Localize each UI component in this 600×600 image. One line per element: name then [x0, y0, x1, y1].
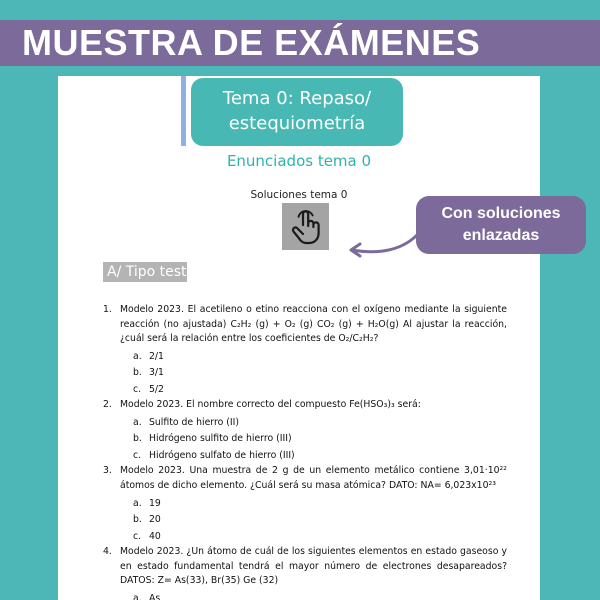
question-item — [103, 398, 507, 464]
option-letter: a. — [133, 416, 142, 428]
section-heading: A/ Tipo test — [103, 262, 187, 282]
option-text: 20 — [149, 514, 161, 526]
question-text — [103, 545, 507, 589]
answer-option — [103, 431, 507, 448]
statements-link[interactable]: Enunciados tema 0 — [226, 152, 372, 170]
question-statement: Modelo 2023. Una muestra de 2 g de un elemento metálico contiene 3,01·10²² átomos de dicho elemento. ¿Cuál será su masa atómica? DATO: NA= 6,023x10²³ — [120, 465, 507, 491]
header-banner — [0, 20, 600, 66]
option-letter: b. — [133, 367, 142, 379]
banner-title: MUESTRA DE EXÁMENES — [22, 22, 481, 63]
question-item — [103, 303, 507, 398]
callout-line-2: enlazadas — [462, 227, 540, 244]
question-item — [103, 545, 507, 600]
answer-option — [103, 496, 507, 513]
hand-pointer-icon — [282, 203, 329, 250]
option-text: 5/2 — [149, 383, 164, 395]
option-letter: a. — [133, 592, 142, 600]
question-number: 4. — [103, 546, 112, 558]
option-letter: a. — [133, 497, 142, 509]
option-letter: a. — [133, 350, 142, 362]
topic-title-line-1: Tema 0: Repaso/ — [222, 88, 372, 109]
question-list — [103, 303, 507, 600]
question-number: 2. — [103, 399, 112, 411]
question-text — [103, 464, 507, 493]
question-item — [103, 464, 507, 545]
curved-arrow-icon — [345, 232, 421, 260]
question-text — [103, 398, 507, 413]
question-number: 3. — [103, 465, 112, 477]
option-text: As — [149, 592, 161, 600]
option-text: Hidrógeno sulfato de hierro (III) — [149, 449, 295, 461]
answer-option — [103, 365, 507, 382]
option-text: 40 — [149, 530, 161, 542]
question-number: 1. — [103, 304, 112, 315]
solutions-callout — [416, 196, 586, 254]
option-text: 19 — [149, 497, 161, 509]
option-letter: b. — [133, 514, 142, 526]
solutions-label[interactable]: Soluciones tema 0 — [250, 189, 348, 201]
topic-title-box — [191, 78, 403, 146]
option-letter: b. — [133, 433, 142, 445]
option-text: Hidrógeno sulfito de hierro (III) — [149, 433, 292, 445]
callout-line-1: Con soluciones — [441, 205, 561, 222]
option-letter: c. — [133, 530, 142, 542]
answer-option — [103, 448, 507, 465]
answer-option — [103, 591, 507, 600]
answer-option — [103, 529, 507, 546]
answer-option — [103, 512, 507, 529]
bookmark-ribbon — [181, 76, 186, 146]
answer-option — [103, 415, 507, 432]
answer-option — [103, 382, 507, 399]
option-letter: c. — [133, 449, 142, 461]
question-statement: Modelo 2023. El acetileno o etino reacciona con el oxígeno mediante la siguiente reacción (no ajustada) C₂H₂ (g) + O₂ (g) CO₂ (g) + H₂O(g) Al ajustar la reacción, ¿cuál será la relación entre los coeficientes de O₂/C₂H₂? — [120, 304, 507, 345]
topic-title-line-2: estequiometría — [228, 113, 366, 134]
option-letter: c. — [133, 383, 142, 395]
question-statement: Modelo 2023. El nombre correcto del compuesto Fe(HSO₃)₃ será: — [120, 399, 421, 411]
question-text — [103, 303, 507, 347]
option-text: 3/1 — [149, 367, 164, 379]
option-text: Sulfito de hierro (II) — [149, 416, 239, 428]
option-text: 2/1 — [149, 350, 164, 362]
question-statement: Modelo 2023. ¿Un átomo de cuál de los siguientes elementos en estado gaseoso y en estado fundamental tendrá el mayor número de electrones desapareados? DATOS: Z= As(33), Br(35) Ge (32) — [120, 546, 507, 587]
solutions-link-button[interactable] — [282, 203, 329, 250]
answer-option — [103, 349, 507, 366]
